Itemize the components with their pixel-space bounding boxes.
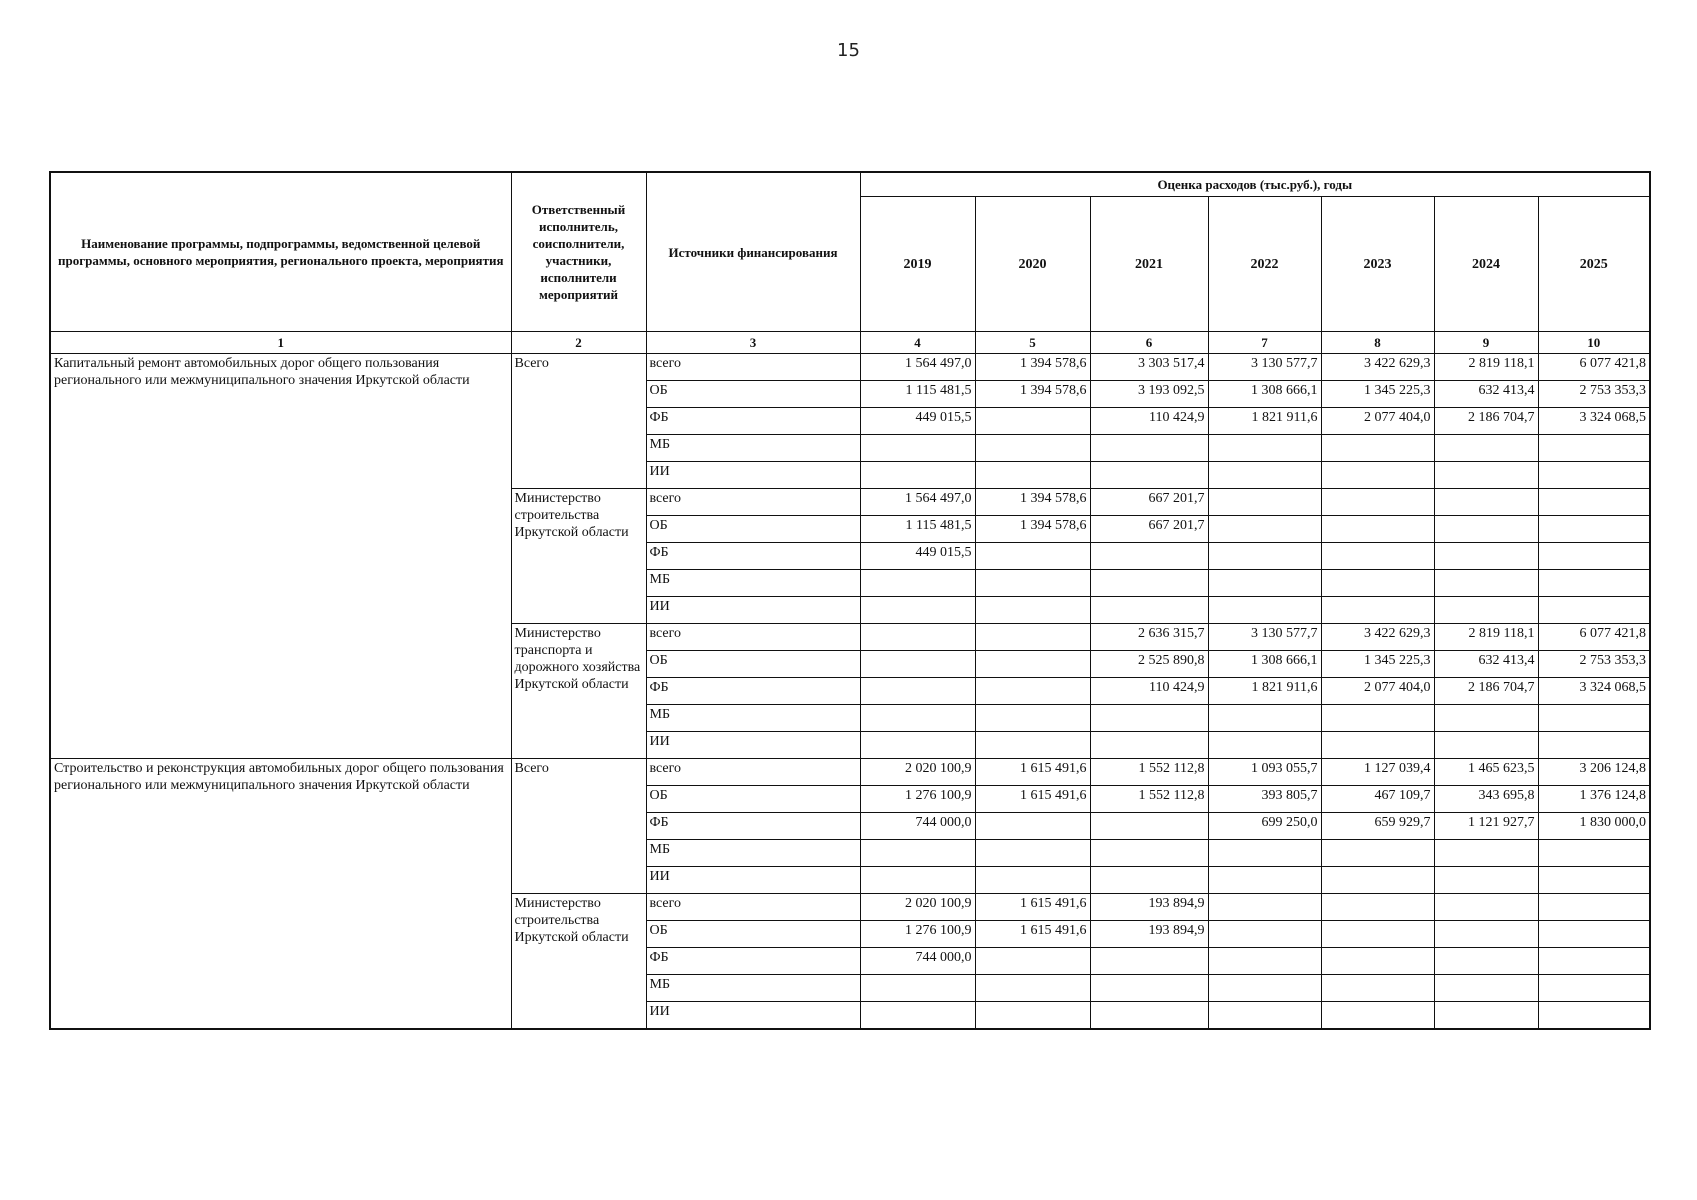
amount-cell	[1090, 597, 1208, 624]
funding-source-cell: ИИ	[646, 597, 860, 624]
header-funding-source: Источники финансирования	[646, 172, 860, 332]
amount-cell	[1208, 975, 1321, 1002]
amount-cell	[1434, 435, 1538, 462]
amount-cell	[1538, 840, 1650, 867]
header-year: 2021	[1090, 197, 1208, 332]
amount-cell	[975, 651, 1090, 678]
amount-cell	[975, 543, 1090, 570]
amount-cell: 343 695,8	[1434, 786, 1538, 813]
amount-cell	[1538, 516, 1650, 543]
amount-cell: 1 394 578,6	[975, 381, 1090, 408]
amount-cell	[1538, 975, 1650, 1002]
amount-cell	[1208, 840, 1321, 867]
amount-cell	[1208, 516, 1321, 543]
amount-cell: 193 894,9	[1090, 921, 1208, 948]
amount-cell: 2 020 100,9	[860, 894, 975, 921]
amount-cell: 2 077 404,0	[1321, 408, 1434, 435]
column-number: 1	[50, 332, 511, 354]
column-number: 7	[1208, 332, 1321, 354]
amount-cell: 1 615 491,6	[975, 894, 1090, 921]
amount-cell: 449 015,5	[860, 408, 975, 435]
amount-cell: 2 077 404,0	[1321, 678, 1434, 705]
funding-source-cell: МБ	[646, 840, 860, 867]
header-executor: Ответственный исполнитель, соисполнители, участники, исполнители мероприятий	[511, 172, 646, 332]
amount-cell: 6 077 421,8	[1538, 624, 1650, 651]
amount-cell	[1090, 948, 1208, 975]
amount-cell	[1538, 867, 1650, 894]
amount-cell	[1434, 516, 1538, 543]
amount-cell	[1090, 813, 1208, 840]
amount-cell	[1321, 921, 1434, 948]
funding-source-cell: ИИ	[646, 732, 860, 759]
funding-source-cell: ОБ	[646, 381, 860, 408]
amount-cell	[1321, 597, 1434, 624]
amount-cell: 2 753 353,3	[1538, 651, 1650, 678]
amount-cell	[975, 975, 1090, 1002]
table-row	[50, 354, 1650, 381]
amount-cell	[1090, 975, 1208, 1002]
amount-cell	[1208, 435, 1321, 462]
amount-cell	[1321, 948, 1434, 975]
amount-cell: 1 394 578,6	[975, 354, 1090, 381]
amount-cell: 744 000,0	[860, 813, 975, 840]
amount-cell	[1434, 894, 1538, 921]
amount-cell	[1208, 894, 1321, 921]
amount-cell: 1 276 100,9	[860, 786, 975, 813]
column-number: 8	[1321, 332, 1434, 354]
amount-cell: 632 413,4	[1434, 651, 1538, 678]
table-row	[50, 759, 1650, 786]
amount-cell	[1090, 840, 1208, 867]
page-number: 15	[837, 40, 860, 61]
amount-cell	[1208, 948, 1321, 975]
header-year: 2024	[1434, 197, 1538, 332]
amount-cell: 1 821 911,6	[1208, 408, 1321, 435]
funding-source-cell: ОБ	[646, 786, 860, 813]
funding-source-cell: ОБ	[646, 651, 860, 678]
funding-source-cell: ИИ	[646, 867, 860, 894]
amount-cell: 3 193 092,5	[1090, 381, 1208, 408]
amount-cell	[1090, 543, 1208, 570]
funding-source-cell: ФБ	[646, 948, 860, 975]
amount-cell	[1434, 1002, 1538, 1030]
funding-source-cell: всего	[646, 354, 860, 381]
amount-cell	[975, 624, 1090, 651]
amount-cell: 110 424,9	[1090, 408, 1208, 435]
amount-cell: 1 345 225,3	[1321, 651, 1434, 678]
amount-cell	[1321, 489, 1434, 516]
amount-cell	[975, 705, 1090, 732]
column-number: 9	[1434, 332, 1538, 354]
amount-cell	[1538, 732, 1650, 759]
amount-cell: 632 413,4	[1434, 381, 1538, 408]
amount-cell: 2 525 890,8	[1090, 651, 1208, 678]
amount-cell: 3 422 629,3	[1321, 354, 1434, 381]
column-number: 6	[1090, 332, 1208, 354]
amount-cell	[860, 975, 975, 1002]
amount-cell	[1321, 435, 1434, 462]
amount-cell	[1434, 732, 1538, 759]
amount-cell: 1 615 491,6	[975, 921, 1090, 948]
amount-cell	[1321, 975, 1434, 1002]
amount-cell: 193 894,9	[1090, 894, 1208, 921]
amount-cell: 1 345 225,3	[1321, 381, 1434, 408]
amount-cell	[860, 462, 975, 489]
amount-cell: 1 552 112,8	[1090, 759, 1208, 786]
header-year: 2025	[1538, 197, 1650, 332]
amount-cell	[1090, 867, 1208, 894]
amount-cell	[1538, 894, 1650, 921]
funding-source-cell: ИИ	[646, 1002, 860, 1030]
amount-cell: 2 819 118,1	[1434, 354, 1538, 381]
amount-cell	[975, 462, 1090, 489]
amount-cell	[1321, 867, 1434, 894]
amount-cell	[1208, 543, 1321, 570]
amount-cell	[1208, 462, 1321, 489]
funding-source-cell: всего	[646, 759, 860, 786]
amount-cell: 3 303 517,4	[1090, 354, 1208, 381]
amount-cell	[860, 570, 975, 597]
amount-cell	[1090, 732, 1208, 759]
column-number: 5	[975, 332, 1090, 354]
amount-cell: 2 753 353,3	[1538, 381, 1650, 408]
funding-source-cell: всего	[646, 894, 860, 921]
amount-cell: 393 805,7	[1208, 786, 1321, 813]
amount-cell: 3 324 068,5	[1538, 408, 1650, 435]
amount-cell	[1434, 840, 1538, 867]
amount-cell	[1321, 516, 1434, 543]
amount-cell	[860, 651, 975, 678]
amount-cell	[1208, 705, 1321, 732]
amount-cell: 6 077 421,8	[1538, 354, 1650, 381]
amount-cell	[1434, 975, 1538, 1002]
header-year: 2022	[1208, 197, 1321, 332]
amount-cell	[860, 840, 975, 867]
amount-cell	[1434, 543, 1538, 570]
funding-source-cell: ФБ	[646, 813, 860, 840]
amount-cell	[1090, 462, 1208, 489]
funding-source-cell: ФБ	[646, 678, 860, 705]
amount-cell	[1434, 921, 1538, 948]
amount-cell: 1 552 112,8	[1090, 786, 1208, 813]
executor-cell: Министерство транспорта и дорожного хозяйства Иркутской области	[511, 624, 646, 759]
amount-cell: 1 121 927,7	[1434, 813, 1538, 840]
amount-cell	[1208, 570, 1321, 597]
amount-cell	[1321, 840, 1434, 867]
program-name-cell: Капитальный ремонт автомобильных дорог общего пользования регионального или межмуниципального значения Иркутской области	[50, 354, 511, 759]
amount-cell: 1 115 481,5	[860, 381, 975, 408]
amount-cell	[1538, 543, 1650, 570]
amount-cell	[1538, 462, 1650, 489]
funding-source-cell: МБ	[646, 435, 860, 462]
amount-cell	[1321, 462, 1434, 489]
amount-cell: 2 186 704,7	[1434, 678, 1538, 705]
amount-cell: 1 465 623,5	[1434, 759, 1538, 786]
amount-cell	[860, 678, 975, 705]
amount-cell: 1 115 481,5	[860, 516, 975, 543]
funding-source-cell: ИИ	[646, 462, 860, 489]
header-year: 2020	[975, 197, 1090, 332]
executor-cell: Всего	[511, 354, 646, 489]
amount-cell	[975, 813, 1090, 840]
amount-cell	[1090, 1002, 1208, 1030]
amount-cell	[1321, 1002, 1434, 1030]
amount-cell: 449 015,5	[860, 543, 975, 570]
amount-cell: 2 020 100,9	[860, 759, 975, 786]
amount-cell	[975, 570, 1090, 597]
amount-cell	[1321, 543, 1434, 570]
amount-cell	[975, 435, 1090, 462]
amount-cell: 1 564 497,0	[860, 489, 975, 516]
header-expenses: Оценка расходов (тыс.руб.), годы	[860, 172, 1650, 197]
funding-source-cell: МБ	[646, 570, 860, 597]
amount-cell: 467 109,7	[1321, 786, 1434, 813]
header-year: 2019	[860, 197, 975, 332]
amount-cell: 3 324 068,5	[1538, 678, 1650, 705]
amount-cell: 3 130 577,7	[1208, 624, 1321, 651]
executor-cell: Министерство строительства Иркутской области	[511, 489, 646, 624]
funding-source-cell: ОБ	[646, 516, 860, 543]
amount-cell: 1 394 578,6	[975, 516, 1090, 543]
amount-cell	[1434, 462, 1538, 489]
amount-cell: 744 000,0	[860, 948, 975, 975]
amount-cell	[975, 597, 1090, 624]
amount-cell	[860, 624, 975, 651]
amount-cell: 1 308 666,1	[1208, 651, 1321, 678]
funding-source-cell: всего	[646, 624, 860, 651]
amount-cell: 3 206 124,8	[1538, 759, 1650, 786]
amount-cell	[1090, 705, 1208, 732]
funding-source-cell: МБ	[646, 975, 860, 1002]
amount-cell: 667 201,7	[1090, 489, 1208, 516]
amount-cell	[860, 867, 975, 894]
budget-table	[49, 171, 1651, 1030]
table-body	[50, 354, 1650, 1030]
amount-cell	[1208, 489, 1321, 516]
funding-source-cell: ФБ	[646, 408, 860, 435]
amount-cell	[1090, 570, 1208, 597]
amount-cell	[975, 1002, 1090, 1030]
amount-cell: 1 276 100,9	[860, 921, 975, 948]
amount-cell: 1 615 491,6	[975, 759, 1090, 786]
amount-cell	[975, 840, 1090, 867]
funding-source-cell: МБ	[646, 705, 860, 732]
amount-cell	[1538, 489, 1650, 516]
amount-cell: 1 394 578,6	[975, 489, 1090, 516]
amount-cell: 1 376 124,8	[1538, 786, 1650, 813]
amount-cell: 1 308 666,1	[1208, 381, 1321, 408]
amount-cell	[1434, 705, 1538, 732]
amount-cell	[1208, 1002, 1321, 1030]
amount-cell	[975, 678, 1090, 705]
funding-source-cell: всего	[646, 489, 860, 516]
amount-cell	[1538, 948, 1650, 975]
amount-cell	[860, 435, 975, 462]
amount-cell	[1538, 435, 1650, 462]
header-year: 2023	[1321, 197, 1434, 332]
amount-cell: 1 615 491,6	[975, 786, 1090, 813]
column-number: 4	[860, 332, 975, 354]
amount-cell	[1434, 948, 1538, 975]
amount-cell	[860, 1002, 975, 1030]
amount-cell	[860, 732, 975, 759]
amount-cell	[1208, 921, 1321, 948]
amount-cell: 2 819 118,1	[1434, 624, 1538, 651]
amount-cell: 1 093 055,7	[1208, 759, 1321, 786]
executor-cell: Министерство строительства Иркутской области	[511, 894, 646, 1030]
amount-cell	[975, 948, 1090, 975]
amount-cell	[1434, 867, 1538, 894]
amount-cell	[1321, 732, 1434, 759]
column-number: 2	[511, 332, 646, 354]
amount-cell	[1321, 894, 1434, 921]
column-number: 10	[1538, 332, 1650, 354]
amount-cell: 2 636 315,7	[1090, 624, 1208, 651]
amount-cell: 1 127 039,4	[1321, 759, 1434, 786]
amount-cell	[975, 867, 1090, 894]
executor-cell: Всего	[511, 759, 646, 894]
amount-cell: 1 830 000,0	[1538, 813, 1650, 840]
amount-cell	[1434, 597, 1538, 624]
program-name-cell: Строительство и реконструкция автомобильных дорог общего пользования регионального или межмуниципального значения Иркутской области	[50, 759, 511, 1030]
amount-cell	[1434, 489, 1538, 516]
amount-cell	[1538, 570, 1650, 597]
amount-cell: 110 424,9	[1090, 678, 1208, 705]
amount-cell	[1321, 705, 1434, 732]
column-number: 3	[646, 332, 860, 354]
amount-cell	[975, 732, 1090, 759]
amount-cell	[1208, 597, 1321, 624]
amount-cell	[1321, 570, 1434, 597]
amount-cell	[1538, 705, 1650, 732]
amount-cell: 2 186 704,7	[1434, 408, 1538, 435]
amount-cell	[1434, 570, 1538, 597]
amount-cell	[1538, 1002, 1650, 1030]
amount-cell	[975, 408, 1090, 435]
funding-source-cell: ОБ	[646, 921, 860, 948]
amount-cell	[1208, 867, 1321, 894]
amount-cell	[1090, 435, 1208, 462]
amount-cell	[1208, 732, 1321, 759]
header-program-name: Наименование программы, подпрограммы, ведомственной целевой программы, основного мероприятия, регионального проекта, мероприятия	[50, 172, 511, 332]
amount-cell: 3 422 629,3	[1321, 624, 1434, 651]
amount-cell	[1538, 921, 1650, 948]
amount-cell: 667 201,7	[1090, 516, 1208, 543]
amount-cell: 699 250,0	[1208, 813, 1321, 840]
amount-cell	[860, 705, 975, 732]
amount-cell: 1 821 911,6	[1208, 678, 1321, 705]
amount-cell: 659 929,7	[1321, 813, 1434, 840]
amount-cell: 1 564 497,0	[860, 354, 975, 381]
funding-source-cell: ФБ	[646, 543, 860, 570]
amount-cell	[1538, 597, 1650, 624]
amount-cell: 3 130 577,7	[1208, 354, 1321, 381]
amount-cell	[860, 597, 975, 624]
